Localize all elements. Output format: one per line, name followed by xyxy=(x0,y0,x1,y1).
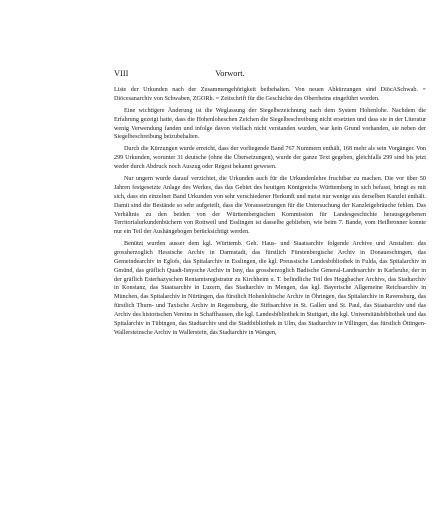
page-header xyxy=(114,68,346,80)
page-title: Vorwort. xyxy=(215,69,245,78)
paragraph-5: Benützt wurden ausser dem kgl. Württemb. Geh. Haus- und Staatsarchiv folgende Archive und Anstalten: das grossherzoglich Hessische Archiv in Darmstadt, das fürstlich Fürstenbergische Archiv in Donaueschingen, das Gemeindearchiv in Eglofs, das Spitalarchiv in Esslingen, die kgl. Preussische Landesbibliothek in Fulda, das Spitalarchiv in Gmünd, das gräflich Quadt-Isnysche Archiv in Isny, das grossherzoglich Badische General-Landesarchiv in Karlsruhe, der in der gräflich Esterhazyschen Rentamtsregistratur zu Kirchheim u. T. befindliche Teil des Heggbacher Archivs, das Stadtarchiv in Konstanz, das Staatsarchiv in Luzern, das Stadtarchiv in Mengen, das kgl. Bayerische Allgemeine Reichsarchiv in München, das Spitalarchiv in Nürtingen, das fürstlich Hohenlohische Archiv in Öhringen, das Spitalarchiv in Ravensburg, das fürstlich Thurn- und Taxische Archiv in Regensburg, die Stiftsarchive in St. Gallen und St. Paul, das Staatsarchiv und das Archiv des historischen Vereins in Schaffhausen, die kgl. Landesbibliothek in Stuttgart, die kgl. Universitätsbibliothek und das Spitalarchiv in Tübingen, das Stadtarchiv und die Stadtbibliothek in Ulm, das Stadtarchiv in Villingen, das fürstlich Öttingen-Wallersteinsche Archiv in Wallerstein, das Stadtarchiv in Wangen, xyxy=(114,241,426,336)
paragraph-3: Durch die Kürzungen wurde erreicht, dass der vorliegende Band 767 Nummern enthält, 168 mehr als sein Vorgänger. Von 299 Urkunden, worunter 31 deutsche (ohne die Übersetzungen), wurde der ganze Text gegeben, gleichfalls 299 sind bis jetzt weder durch Abdruck noch Auszug oder Regest bekannt gewesen. xyxy=(114,146,426,171)
paragraph-4: Nur ungern wurde darauf verzichtet, die Urkunden auch für die Urkundenlehre fruchtbar zu machen. Die vor über 50 Jahren festgesetzte Anlage des Werkes, das das Gebiet des heutigen Königreichs Württemberg in sich befasst, bringt es mit sich, dass ein einzelner Band Urkunden von sehr verschiedener Herkunft und meist nur wenige aus derselben Kanzlei enthält. Damit sind die Bestände so sehr aufgeteilt, dass die Voraussetzungen für die Untersuchung der Kanzleigebräuche fehlen. Das Verhältnis zu den beiden von der Württembergischen Kommission für Landesgeschichte herausgegebenen Territorialurkundenbüchern von Rottweil und Esslingen ist dasselbe geblieben, wie beim 7. Bande, vom Heilbronner konnte nur ein Teil der Aushängebogen berücksichtigt werden. xyxy=(114,176,426,236)
page-number: VIII xyxy=(114,69,129,78)
body-text xyxy=(114,86,426,341)
paragraph-2: Eine wichtigere Änderung ist die Weglassung der Siegelbezeichnung nach dem System Hohenlohe. Nachdem die Erfahrung gezeigt hatte, dass die Hohenloheschen Zeichen die Siegelbeschreibung nicht ersetzten und dass sie in der Literatur wenig Verwendung fanden und infolge davon vielfach nicht verstanden wurden, war kein Grund vorhanden, sie neben der Siegelbeschreibung beizubehalten. xyxy=(114,107,426,141)
paragraph-1: Liste der Urkunden nach der Zusammengehörigkeit beibehalten. Von neuen Abkürzungen sind DiöcASchwab. = Diöcesanarchiv von Schwaben, ZGORh. = Zeitschrift für die Geschichte des Oberrheins eingeführt worden. xyxy=(114,87,426,102)
